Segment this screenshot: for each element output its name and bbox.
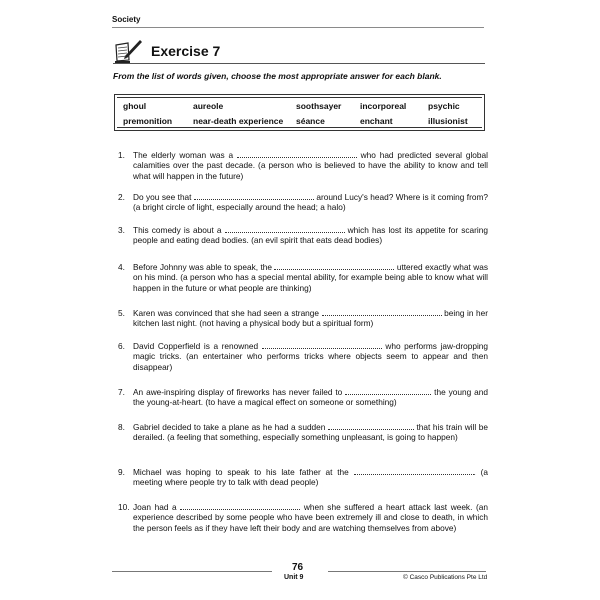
- answer-blank[interactable]: [237, 150, 357, 158]
- question-number: 6.: [118, 341, 125, 351]
- answer-blank[interactable]: [328, 422, 414, 430]
- question-text: who performs jaw-dropping magic tricks. (an entertainer who performs tricks where objects seem to appear and then disappear): [133, 341, 489, 372]
- word-bank-item: illusionist: [428, 116, 468, 126]
- question-text: being in her kitchen last night. (not having a physical body but a spiritual form): [133, 308, 488, 329]
- answer-blank[interactable]: [194, 192, 314, 200]
- page-number: 76: [292, 562, 304, 573]
- question-number: 4.: [118, 262, 125, 272]
- notebook-pen-icon: [113, 37, 143, 65]
- question-text: Joan had a: [133, 502, 181, 512]
- answer-blank[interactable]: [225, 225, 345, 233]
- question-text: Before Johnny was able to speak, the: [133, 262, 275, 272]
- title-underline: [113, 63, 485, 64]
- question-text: the young and the young-at-heart. (to have a magical effect on someone or something): [133, 387, 488, 408]
- question-number: 5.: [118, 308, 125, 318]
- question-number: 7.: [118, 387, 125, 397]
- unit-label: Unit 9: [284, 574, 304, 581]
- question-number: 9.: [118, 467, 125, 477]
- question-text: uttered exactly what was on his mind. (a person who has a special mental ability, for example being able to know what will happen in the future or what people are thinking): [133, 262, 488, 293]
- word-bank-item: incorporeal: [360, 101, 407, 111]
- question-number: 3.: [118, 225, 125, 235]
- question-text: who had predicted several global calamities over the past decade. (a person who is believed to have the ability to know and tell what will happen in the future): [133, 150, 488, 181]
- answer-blank[interactable]: [262, 341, 382, 349]
- question-text: that his train will be derailed. (a feeling that something, especially something unpleasant, is going to happen): [133, 422, 488, 443]
- question-text: David Copperfield is a renowned: [133, 341, 262, 351]
- question-number: 2.: [118, 192, 125, 202]
- header-divider: [112, 27, 484, 28]
- section-label: Society: [112, 15, 141, 24]
- word-bank-item: séance: [296, 116, 325, 126]
- question-text: An awe-inspiring display of fireworks has never failed to: [133, 387, 346, 397]
- answer-blank[interactable]: [274, 262, 394, 270]
- word-bank-item: aureole: [193, 101, 224, 111]
- question-text: around Lucy's head? Where is it coming from? (a bright circle of light, especially around the head; a halo): [133, 192, 489, 213]
- question-text: Michael was hoping to speak to his late father at the: [133, 467, 354, 477]
- footer-rule-left: [112, 571, 272, 572]
- word-bank-item: ghoul: [123, 101, 147, 111]
- question-number: 10.: [118, 502, 130, 512]
- word-bank-item: psychic: [428, 101, 460, 111]
- copyright-text: © Casco Publications Pte Ltd: [403, 574, 488, 581]
- word-bank-bottom-rule: [117, 127, 482, 128]
- question-text: . (a meeting where people try to talk with dead people): [133, 467, 488, 488]
- question-text: The elderly woman was a: [133, 150, 237, 160]
- word-bank-top-rule: [117, 97, 482, 98]
- footer-rule-right: [328, 571, 486, 572]
- exercise-title: Exercise 7: [151, 43, 221, 59]
- question-text: This comedy is about a: [133, 225, 225, 235]
- question-text: Karen was convinced that she had seen a strange: [133, 308, 322, 318]
- word-bank-item: soothsayer: [296, 101, 342, 111]
- word-bank-item: near-death experience: [193, 116, 284, 126]
- word-bank-item: premonition: [123, 116, 173, 126]
- answer-blank[interactable]: [322, 308, 442, 316]
- answer-blank[interactable]: [354, 467, 474, 475]
- question-text: which has lost its appetite for scaring people and eating dead bodies. (an evil spirit that eats dead bodies): [133, 225, 488, 246]
- question-number: 1.: [118, 150, 125, 160]
- answer-blank[interactable]: [180, 502, 300, 510]
- question-text: Gabriel decided to take a plane as he had a sudden: [133, 422, 328, 432]
- word-bank: [114, 94, 485, 131]
- answer-blank[interactable]: [345, 387, 431, 395]
- instruction-text: From the list of words given, choose the most appropriate answer for each blank.: [113, 71, 442, 81]
- question-number: 8.: [118, 422, 125, 432]
- question-text: when she suffered a heart attack last week. (an experience described by some people who have been extremely ill and close to death, in which the person feels as if they have left their body and are watching themselves from above): [133, 502, 488, 533]
- question-text: Do you see that: [133, 192, 194, 202]
- word-bank-item: enchant: [360, 116, 393, 126]
